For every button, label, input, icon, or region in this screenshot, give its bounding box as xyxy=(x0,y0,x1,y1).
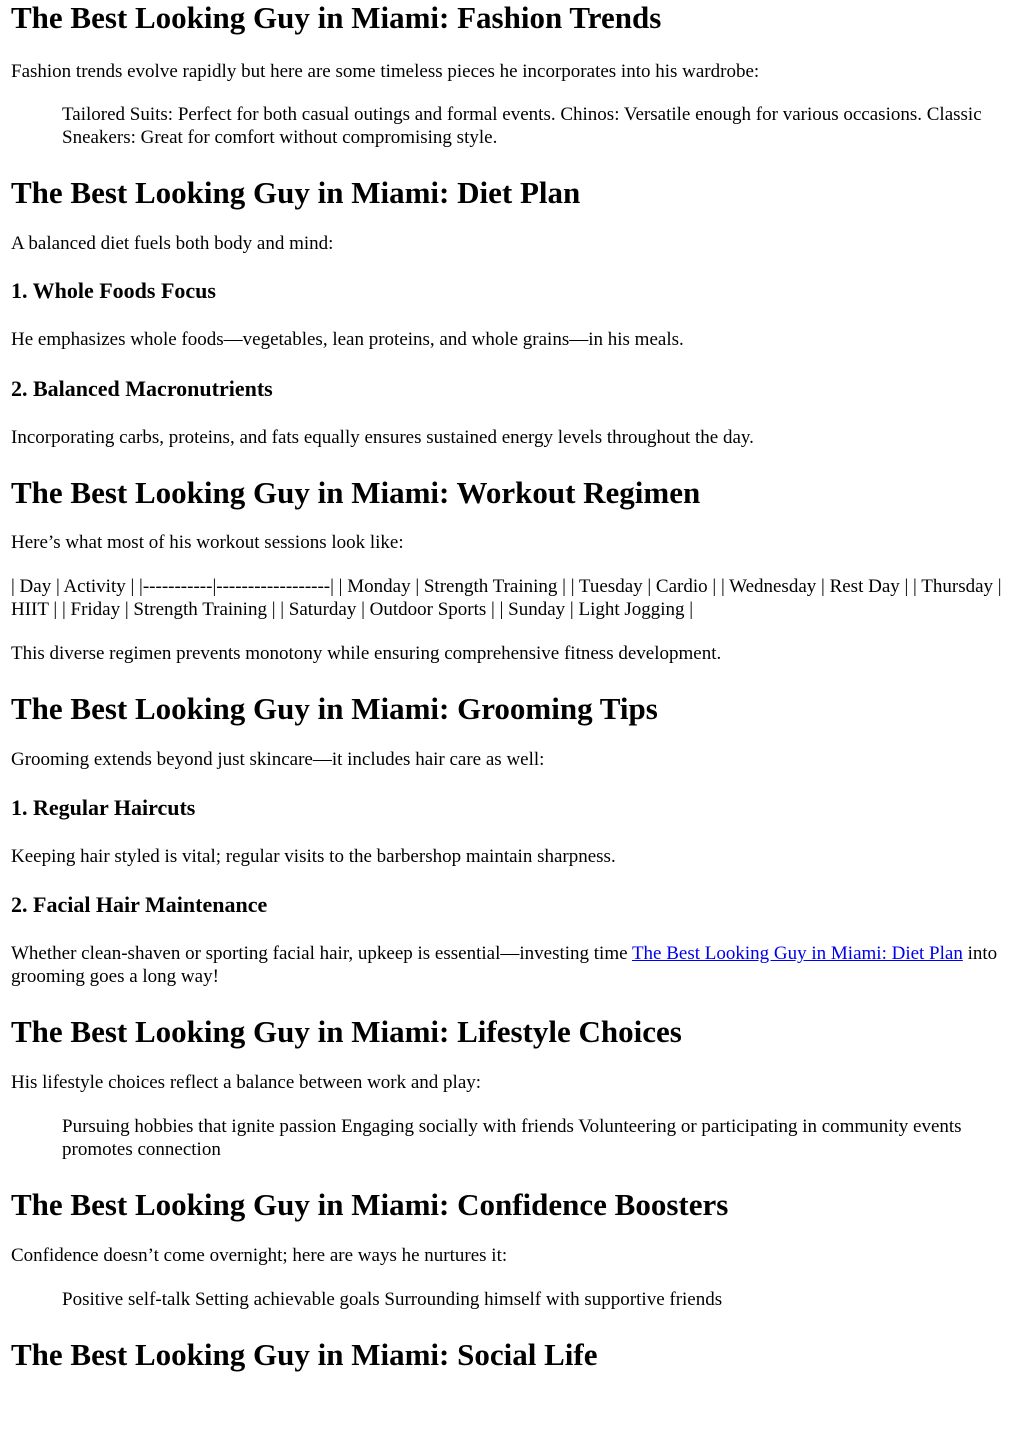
diet-plan-link[interactable]: The Best Looking Guy in Miami: Diet Plan xyxy=(631,943,963,964)
heading-confidence-boosters: The Best Looking Guy in Miami: Confidence Boosters xyxy=(11,1187,729,1222)
heading-grooming-tips: The Best Looking Guy in Miami: Grooming Tips xyxy=(11,691,658,726)
diet-intro: A balanced diet fuels both body and mind: xyxy=(11,233,334,254)
workout-intro: Here’s what most of his workout sessions look like: xyxy=(11,532,404,553)
whole-foods-text: He emphasizes whole foods—vegetables, lean proteins, and whole grains—in his meals. xyxy=(11,329,684,350)
grooming-intro: Grooming extends beyond just skincare—it includes hair care as well: xyxy=(11,749,545,770)
confidence-quote: Positive self-talk Setting achievable goals Surrounding himself with supportive friends xyxy=(62,1289,723,1310)
heading-diet-plan: The Best Looking Guy in Miami: Diet Plan xyxy=(11,175,581,210)
facial-hair-text-after: into grooming goes a long way! xyxy=(11,943,998,987)
workout-outro: This diverse regimen prevents monotony while ensuring comprehensive fitness development. xyxy=(11,643,722,664)
fashion-quote: Tailored Suits: Perfect for both casual outings and formal events. Chinos: Versatile enough for various occasions. Classic Sneakers: Great for comfort without compromising style. xyxy=(62,104,982,148)
workout-table-text: | Day | Activity | |-----------|------------------| | Monday | Strength Training | | Tuesday | Cardio | | Wednesday | Rest Day | | Thursday | HIIT | | Friday | Strength Training | | Saturday | Outdoor Sports | | Sunday | Light Jogging | xyxy=(11,576,1002,620)
lifestyle-quote: Pursuing hobbies that ignite passion Engaging socially with friends Volunteering or participating in community events promotes connection xyxy=(62,1116,962,1160)
fashion-intro: Fashion trends evolve rapidly but here are some timeless pieces he incorporates into his wardrobe: xyxy=(11,61,760,82)
haircuts-text: Keeping hair styled is vital; regular visits to the barbershop maintain sharpness. xyxy=(11,846,616,867)
subheading-whole-foods: 1. Whole Foods Focus xyxy=(11,278,216,303)
lifestyle-intro: His lifestyle choices reflect a balance between work and play: xyxy=(11,1072,482,1093)
subheading-facial-hair: 2. Facial Hair Maintenance xyxy=(11,892,268,917)
subheading-macronutrients: 2. Balanced Macronutrients xyxy=(11,376,273,401)
facial-hair-text xyxy=(11,942,1013,988)
heading-lifestyle-choices: The Best Looking Guy in Miami: Lifestyle Choices xyxy=(11,1014,682,1049)
heading-workout-regimen: The Best Looking Guy in Miami: Workout Regimen xyxy=(11,475,701,510)
heading-social-life: The Best Looking Guy in Miami: Social Life xyxy=(11,1337,598,1372)
facial-hair-text-before: Whether clean-shaven or sporting facial hair, upkeep is essential—investing time xyxy=(11,943,632,964)
heading-fashion-trends: The Best Looking Guy in Miami: Fashion Trends xyxy=(11,0,662,35)
macronutrients-text: Incorporating carbs, proteins, and fats equally ensures sustained energy levels throughout the day. xyxy=(11,427,754,448)
confidence-intro: Confidence doesn’t come overnight; here are ways he nurtures it: xyxy=(11,1245,508,1266)
subheading-haircuts: 1. Regular Haircuts xyxy=(11,795,196,820)
